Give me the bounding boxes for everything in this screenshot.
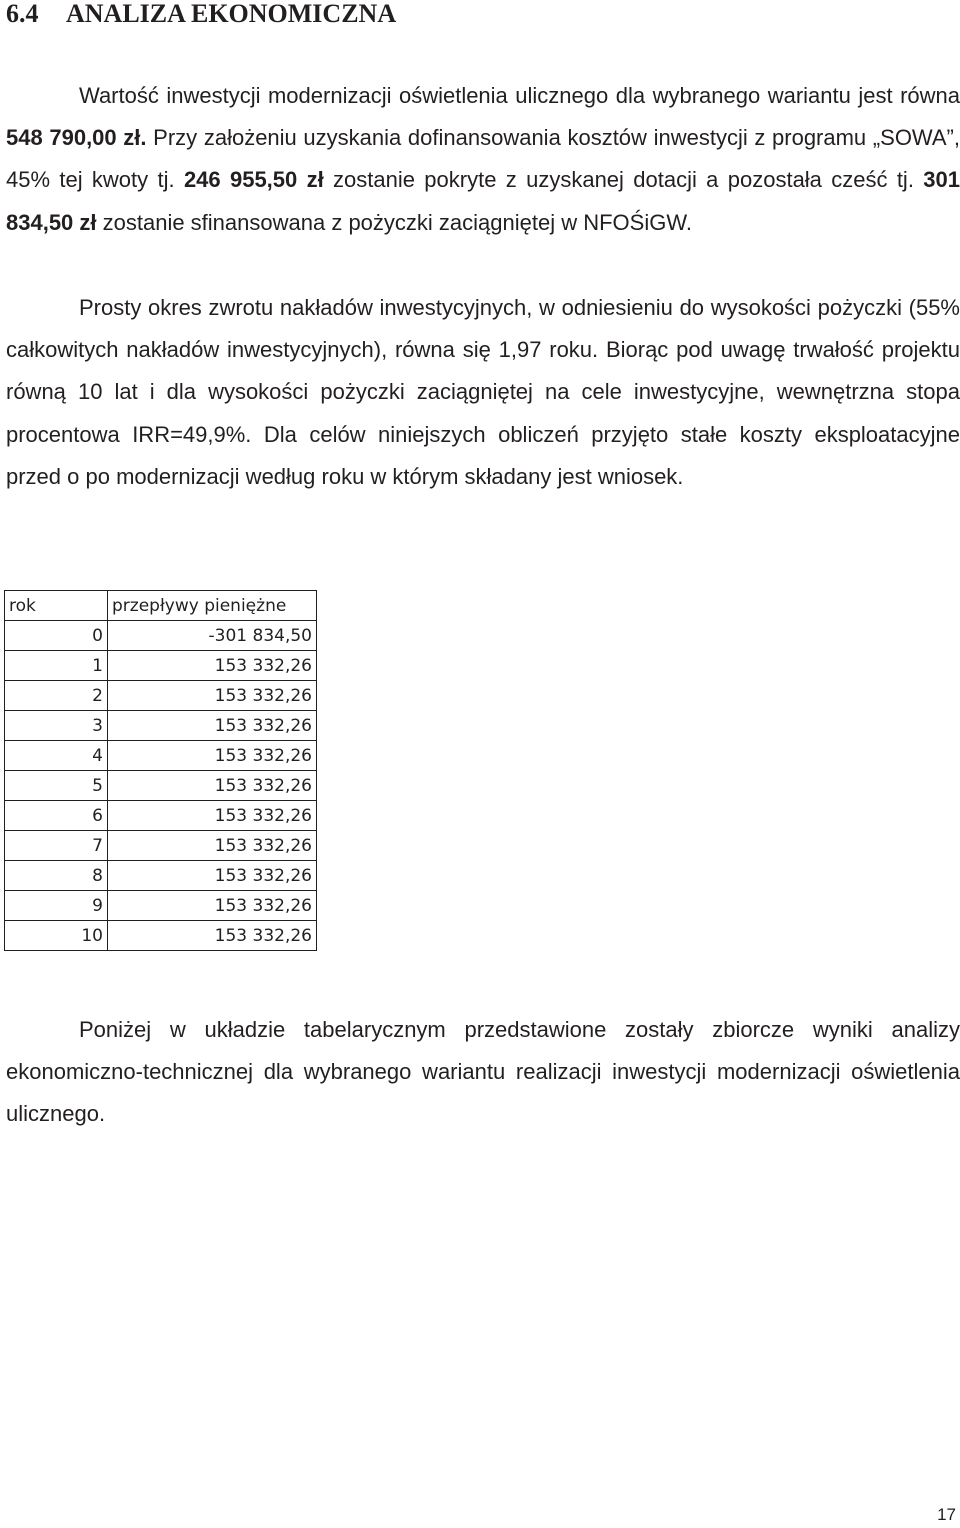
table-row	[5, 831, 317, 861]
total-cost-value: 548 790,00 zł.	[6, 125, 147, 151]
table-row	[5, 891, 317, 921]
year-cell: 2	[5, 681, 108, 711]
table-row	[5, 681, 317, 711]
payback-paragraph	[6, 287, 960, 498]
year-cell: 10	[5, 921, 108, 951]
cash-flow-cell: 153 332,26	[108, 831, 317, 861]
column-header-cash-flow: przepływy pieniężne	[108, 591, 317, 621]
table-row	[5, 621, 317, 651]
year-cell: 6	[5, 801, 108, 831]
cash-flow-cell: 153 332,26	[108, 681, 317, 711]
grant-value: 246 955,50 zł	[183, 167, 324, 193]
column-header-year: rok	[5, 591, 108, 621]
cash-flow-cell: -301 834,50	[108, 621, 317, 651]
section-title: ANALIZA EKONOMICZNA	[66, 0, 397, 28]
table-body	[5, 621, 317, 951]
paragraph-text: zostanie sfinansowana z pożyczki zaciągniętej w NFOŚiGW.	[96, 209, 692, 235]
table-row	[5, 771, 317, 801]
cash-flow-cell: 153 332,26	[108, 891, 317, 921]
year-cell: 7	[5, 831, 108, 861]
cash-flow-cell: 153 332,26	[108, 741, 317, 771]
paragraph-text: Poniżej w układzie tabelarycznym przedstawione zostały zbiorcze wyniki analizy ekonomiczno-technicznej dla wybranego wariantu realizacji inwestycji modernizacji oświetlenia ulicznego.	[6, 1017, 960, 1127]
paragraph-text: Wartość inwestycji modernizacji oświetlenia ulicznego dla wybranego wariantu jest równa	[79, 83, 960, 108]
table-row	[5, 861, 317, 891]
year-cell: 8	[5, 861, 108, 891]
page-number: 17	[937, 1505, 956, 1524]
cash-flow-cell: 153 332,26	[108, 861, 317, 891]
summary-paragraph	[6, 1009, 960, 1136]
table-header-row	[5, 591, 317, 621]
year-cell: 9	[5, 891, 108, 921]
investment-paragraph	[6, 75, 960, 244]
table-row	[5, 921, 317, 951]
paragraph-text: Przy założeniu uzyskania dofinansowania kosztów inwestycji z programu „SOWA”, 45% tej kwoty tj.	[6, 125, 960, 193]
cash-flow-cell: 153 332,26	[108, 651, 317, 681]
table-row	[5, 801, 317, 831]
year-cell: 4	[5, 741, 108, 771]
table-row	[5, 741, 317, 771]
cash-flow-cell: 153 332,26	[108, 711, 317, 741]
paragraph-text: zostanie pokryte z uzyskanej dotacji a pozostała cześć tj.	[323, 167, 924, 193]
section-heading	[6, 0, 396, 31]
cash-flow-cell: 153 332,26	[108, 801, 317, 831]
table-row	[5, 651, 317, 681]
cash-flow-cell: 153 332,26	[108, 921, 317, 951]
section-number: 6.4	[6, 0, 39, 28]
cash-flow-table	[4, 590, 317, 951]
year-cell: 1	[5, 651, 108, 681]
loan-value: 301 834,50 zł	[6, 167, 960, 235]
table-row	[5, 711, 317, 741]
year-cell: 5	[5, 771, 108, 801]
paragraph-text: Prosty okres zwrotu nakładów inwestycyjnych, w odniesieniu do wysokości pożyczki (55% całkowitych nakładów inwestycyjnych), równa się 1,97 roku. Biorąc pod uwagę trwałość projektu równą 10 lat i dla wysokości pożyczki zaciągniętej na cele inwestycyjne, wewnętrzna stopa procentowa IRR=49,9%. Dla celów niniejszych obliczeń przyjęto stałe koszty eksploatacyjne przed o po modernizacji według roku w którym składany jest wniosek.	[6, 295, 960, 489]
year-cell: 3	[5, 711, 108, 741]
cash-flow-cell: 153 332,26	[108, 771, 317, 801]
year-cell: 0	[5, 621, 108, 651]
